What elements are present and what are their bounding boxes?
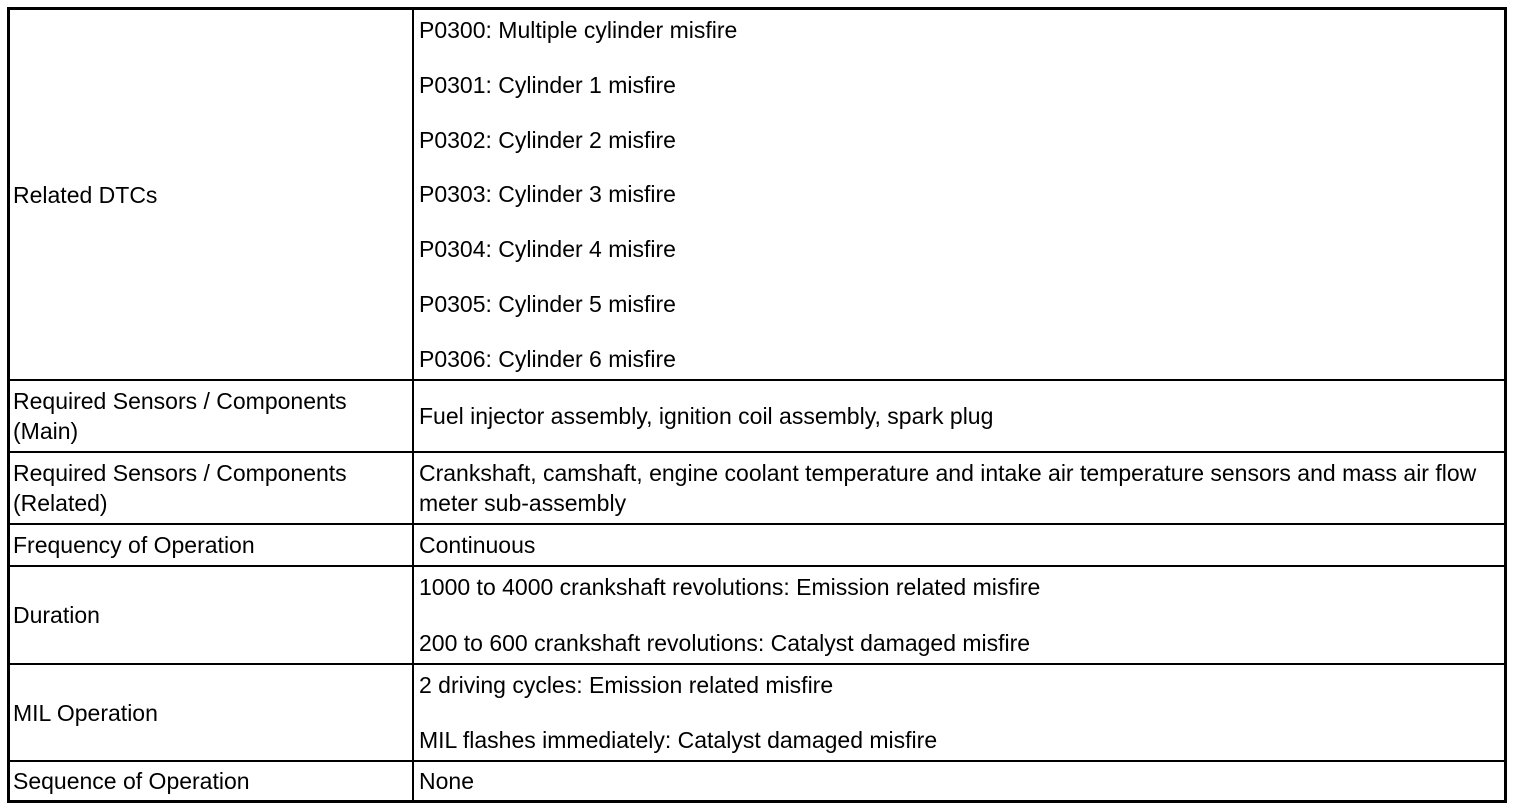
sequence-text: None: [419, 768, 474, 794]
components-related-text: Crankshaft, camshaft, engine coolant temperature and intake air temperature sensors and mass air flow meter sub-assembly: [419, 460, 1477, 516]
mil-operation-item: MIL flashes immediately: Catalyst damaged misfire: [419, 727, 938, 753]
row-label-required-components-related: Required Sensors / Components (Related): [10, 453, 414, 525]
duration-item: 200 to 600 crankshaft revolutions: Catalyst damaged misfire: [419, 630, 1031, 656]
row-value-required-components-main: [414, 381, 1504, 453]
row-label-mil-operation: MIL Operation: [10, 665, 414, 762]
row-label-sequence-of-operation: Sequence of Operation: [10, 762, 414, 800]
dtc-item: P0300: Multiple cylinder misfire: [419, 17, 738, 43]
row-label-related-dtcs: Related DTCs: [10, 10, 414, 381]
dtc-item: P0306: Cylinder 6 misfire: [419, 345, 676, 372]
dtc-item: P0302: Cylinder 2 misfire: [419, 126, 676, 153]
row-label-frequency-of-operation: Frequency of Operation: [10, 525, 414, 567]
dtc-item: P0301: Cylinder 1 misfire: [419, 71, 676, 98]
row-value-duration: [414, 567, 1504, 665]
row-label-required-components-main: Required Sensors / Components (Main): [10, 381, 414, 453]
row-value-sequence-of-operation: [414, 762, 1504, 800]
frequency-text: Continuous: [419, 532, 536, 558]
row-label-duration: Duration: [10, 567, 414, 665]
row-value-frequency-of-operation: [414, 525, 1504, 567]
dtc-item: P0303: Cylinder 3 misfire: [419, 181, 676, 208]
duration-item: 1000 to 4000 crankshaft revolutions: Emission related misfire: [419, 574, 1041, 600]
components-main-text: Fuel injector assembly, ignition coil assembly, spark plug: [419, 403, 994, 429]
monitor-description-table: [7, 7, 1507, 803]
dtc-item: P0305: Cylinder 5 misfire: [419, 291, 676, 318]
dtc-item: P0304: Cylinder 4 misfire: [419, 236, 676, 263]
row-value-mil-operation: [414, 665, 1504, 762]
row-value-related-dtcs: [414, 10, 1504, 381]
mil-operation-item: 2 driving cycles: Emission related misfire: [419, 672, 834, 698]
row-value-required-components-related: [414, 453, 1504, 525]
